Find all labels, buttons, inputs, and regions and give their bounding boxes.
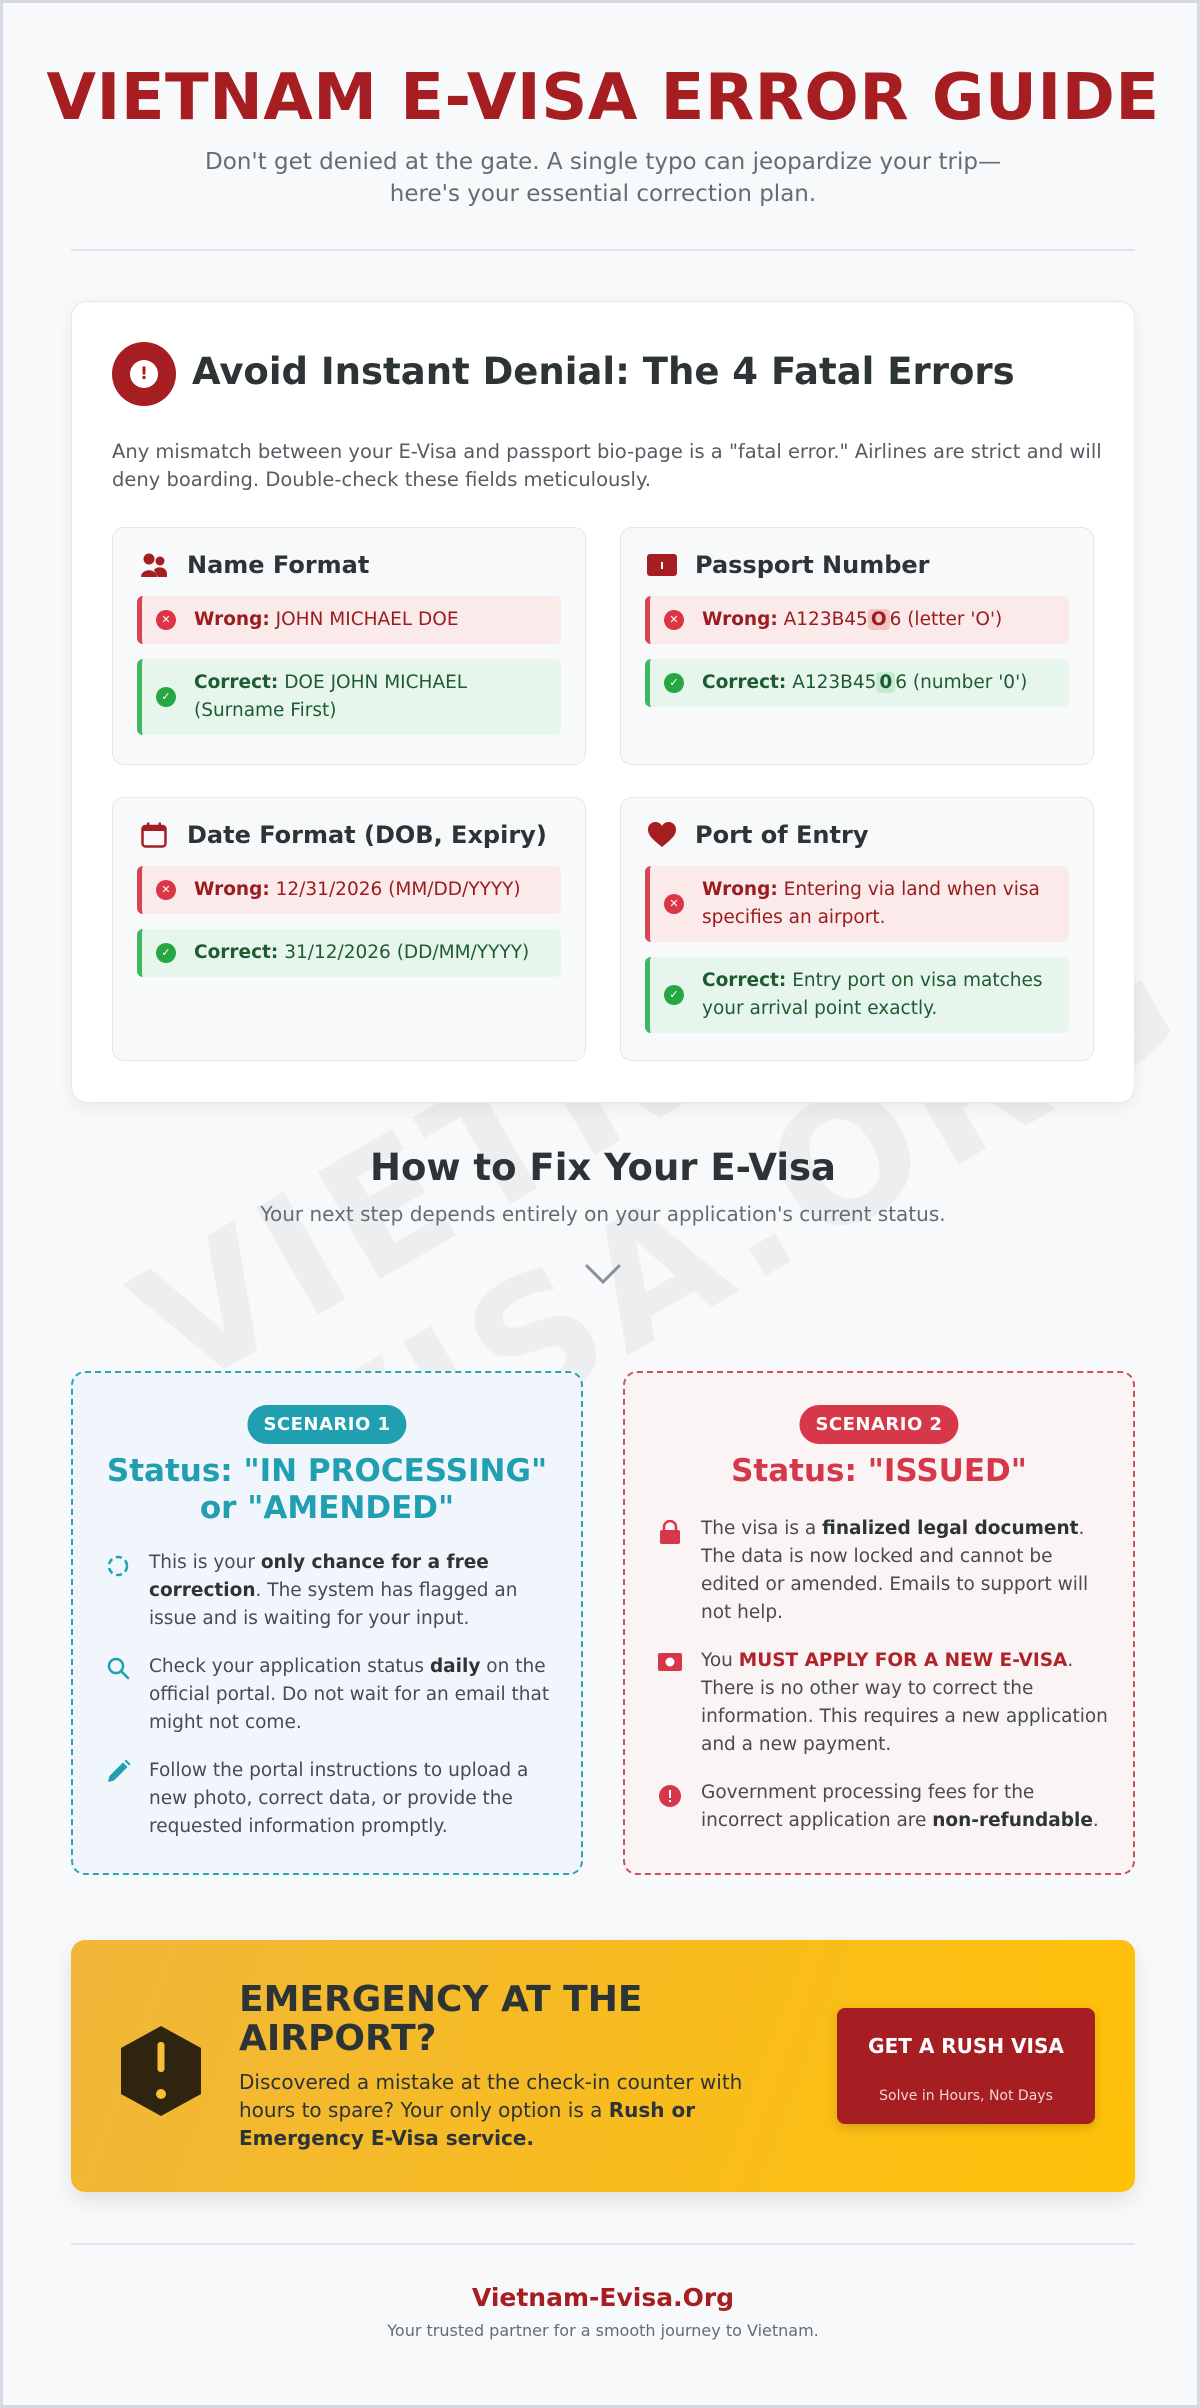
x-icon: ✕ — [664, 610, 684, 630]
scenario-item: Follow the portal instructions to upload a new photo, correct data, or provide the requested information promptly. — [149, 1760, 529, 1837]
error-box-title: Port of Entry — [695, 821, 869, 849]
scenario-2-card — [623, 1371, 1135, 1875]
wrong-example: ✕ Wrong: Entering via land when visa specifies an airport. — [645, 866, 1069, 942]
error-box-title: Date Format (DOB, Expiry) — [187, 821, 547, 849]
check-icon: ✓ — [664, 673, 684, 693]
page-title: VIETNAM E-VISA ERROR GUIDE — [46, 61, 1160, 135]
lock-icon — [657, 1519, 683, 1545]
fatal-errors-intro: Any mismatch between your E-Visa and passport bio-page is a "fatal error." Airlines are strict and will deny boarding. Double-check these fields meticulously. — [112, 440, 1102, 491]
error-box-name — [112, 527, 586, 765]
divider — [71, 2243, 1135, 2245]
fix-subtitle: Your next step depends entirely on your application's current status. — [260, 1202, 946, 1226]
alert-icon — [657, 1783, 683, 1809]
x-icon: ✕ — [156, 880, 176, 900]
scenario-1-card — [71, 1371, 583, 1875]
fatal-errors-title: Avoid Instant Denial: The 4 Fatal Errors — [192, 350, 1015, 393]
page-subtitle: Don't get denied at the gate. A single typo can jeopardize your trip—here's your essential correction plan. — [205, 149, 1001, 207]
id-card-icon — [657, 1649, 683, 1675]
error-box-title: Passport Number — [695, 551, 930, 579]
heart-icon — [647, 820, 677, 850]
check-icon: ✓ — [664, 985, 684, 1005]
calendar-icon — [139, 820, 169, 850]
correct-example: ✓ Correct: A123B45 0 6 (number '0') — [645, 659, 1069, 707]
scenario-status: Status: "ISSUED" — [731, 1453, 1027, 1489]
correct-example: ✓ Correct: Entry port on visa matches your arrival point exactly. — [645, 957, 1069, 1033]
scenario-item: This is your only chance for a free correction. The system has flagged an issue and is waiting for your input. — [149, 1552, 518, 1629]
correct-example: ✓ Correct: DOE JOHN MICHAEL (Surname First) — [137, 659, 561, 735]
check-icon: ✓ — [156, 687, 176, 707]
users-icon — [139, 550, 169, 580]
search-icon — [105, 1655, 131, 1681]
emergency-title: EMERGENCY AT THE AIRPORT? — [239, 1979, 643, 2059]
footer-brand[interactable]: Vietnam-Evisa.Org — [471, 2283, 735, 2312]
correct-example: ✓ Correct: 31/12/2026 (DD/MM/YYYY) — [137, 929, 561, 977]
wrong-example: ✕ Wrong: JOHN MICHAEL DOE — [137, 596, 561, 644]
x-icon: ✕ — [664, 894, 684, 914]
error-box-date — [112, 797, 586, 1061]
error-box-passport — [620, 527, 1094, 765]
error-box-port — [620, 797, 1094, 1061]
rush-visa-button-sub: Solve in Hours, Not Days — [879, 2088, 1053, 2104]
emergency-text: Discovered a mistake at the check-in counter with hours to spare? Your only option is a Rush or Emergency E-Visa service. — [239, 2070, 743, 2150]
chevron-down-icon — [585, 1263, 621, 1285]
alert-icon: ! — [112, 342, 176, 406]
wrong-example: ✕ Wrong: A123B45 O 6 (letter 'O') — [645, 596, 1069, 644]
scenario-badge: SCENARIO 1 — [247, 1405, 406, 1444]
check-icon: ✓ — [156, 943, 176, 963]
scenario-item: Government processing fees for the incorrect application are non-refundable. — [701, 1782, 1099, 1831]
scenario-status: Status: "IN PROCESSING" or "AMENDED" — [106, 1453, 548, 1526]
warning-octagon-icon — [115, 2024, 207, 2118]
emergency-banner — [71, 1940, 1135, 2192]
fatal-errors-card — [71, 301, 1135, 1103]
spinner-icon — [105, 1553, 131, 1579]
error-box-title: Name Format — [187, 551, 370, 579]
divider — [71, 249, 1135, 251]
scenario-item: You MUST APPLY FOR A NEW E-VISA. There is no other way to correct the information. This requires a new application and a new payment. — [701, 1650, 1108, 1755]
scenario-item: Check your application status daily on the official portal. Do not wait for an email that might not come. — [149, 1656, 550, 1733]
rush-visa-button-label: GET A RUSH VISA — [868, 2034, 1064, 2058]
x-icon: ✕ — [156, 610, 176, 630]
fix-title: How to Fix Your E-Visa — [369, 1146, 837, 1189]
scenario-item: The visa is a finalized legal document. The data is now locked and cannot be edited or amended. Emails to support will not help. — [701, 1518, 1089, 1623]
rush-visa-button[interactable] — [837, 2008, 1095, 2124]
passport-icon — [647, 550, 677, 580]
pencil-icon — [105, 1759, 131, 1785]
scenario-badge: SCENARIO 2 — [799, 1405, 958, 1444]
wrong-example: ✕ Wrong: 12/31/2026 (MM/DD/YYYY) — [137, 866, 561, 914]
footer-tagline: Your trusted partner for a smooth journey to Vietnam. — [387, 2321, 819, 2340]
